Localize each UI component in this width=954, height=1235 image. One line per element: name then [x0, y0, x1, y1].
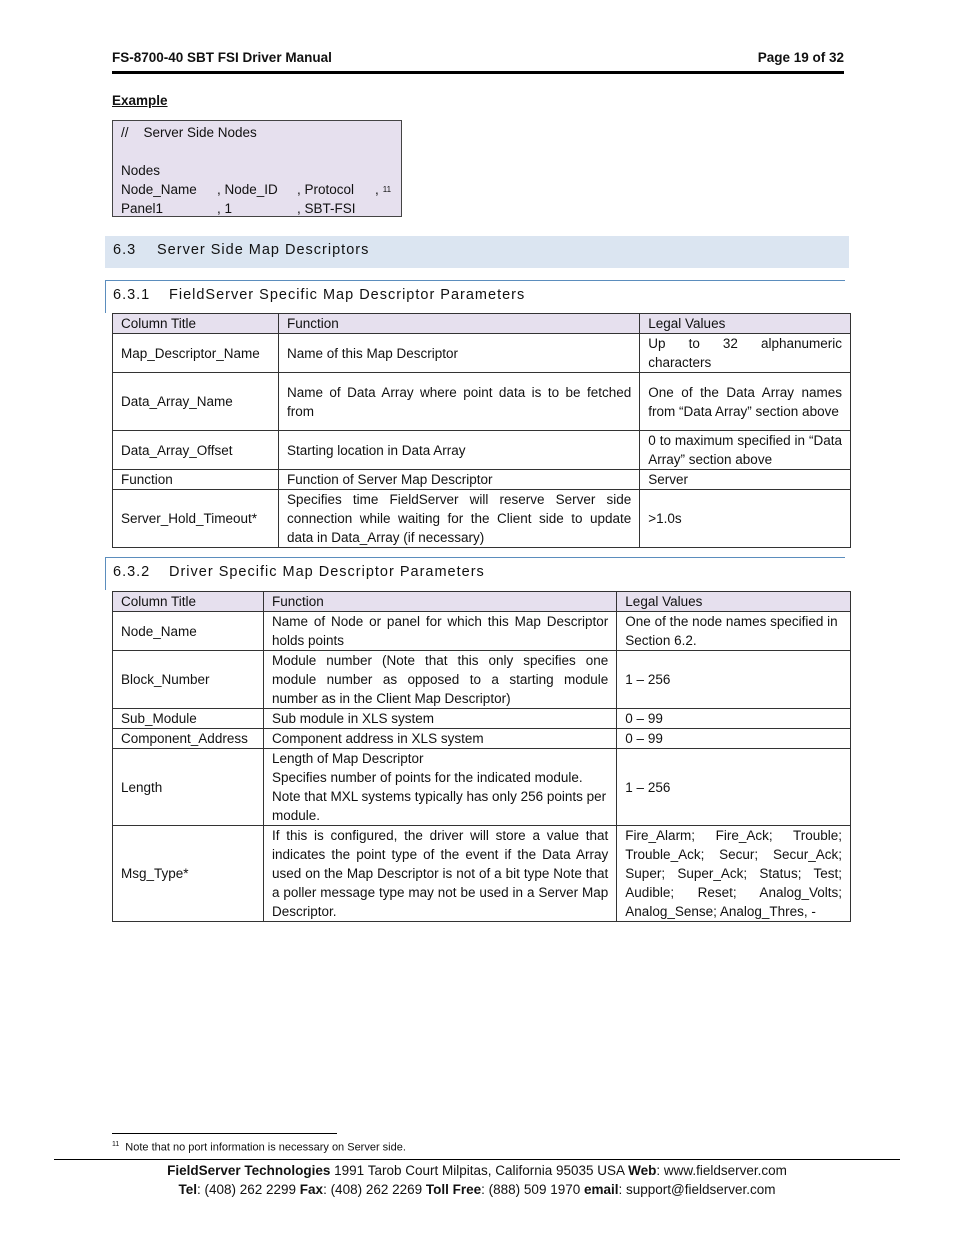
page-header: [112, 50, 844, 65]
table-cell: Component_Address: [113, 729, 264, 749]
table-cell: Name of Node or panel for which this Map Descriptor holds points: [263, 612, 616, 651]
footnote: $^{11}$ Note that no port information is necessary on Server side.: [112, 1141, 406, 1154]
document-title: FS-8700-40 SBT FSI Driver Manual: [112, 50, 332, 65]
example-label: Example: [112, 93, 168, 108]
page-number: Page 19 of 32: [757, 50, 844, 65]
footnote-ref: 11: [382, 185, 392, 194]
email-link[interactable]: : support@fieldserver.com: [618, 1182, 776, 1197]
table-cell: Fire_Alarm; Fire_Ack; Trouble; Trouble_Ack; Secur; Secur_Ack; Super; Super_Ack; Status; Test; Audible; Reset; Analog_Volts; Analog_Sense; Analog_Thres, -: [617, 826, 851, 922]
column-header: Column Title: [113, 314, 279, 334]
table-row: [113, 729, 851, 749]
table-cell: Name of Data Array where point data is to be fetched from: [278, 373, 639, 431]
table-row: [113, 334, 851, 373]
table-cell: Component address in XLS system: [263, 729, 616, 749]
table-cell: Sub_Module: [113, 709, 264, 729]
table-cell: One of the node names specified in Section 6.2.: [617, 612, 851, 651]
table-cell: Map_Descriptor_Name: [113, 334, 279, 373]
column-header: Legal Values: [617, 592, 851, 612]
table-cell: Data_Array_Name: [113, 373, 279, 431]
table-header-row: [113, 592, 851, 612]
table-cell: Length: [113, 749, 264, 826]
code-line: Panel1 , 1 , SBT-FSI: [121, 201, 356, 216]
code-line: // Server Side Nodes: [121, 125, 257, 140]
table-cell: Starting location in Data Array: [278, 431, 639, 470]
table-row: [113, 431, 851, 470]
table-row: [113, 490, 851, 548]
column-header: Function: [278, 314, 639, 334]
table-header-row: [113, 314, 851, 334]
section-heading-6-3-1: 6.3.1 FieldServer Specific Map Descriptor Parameters: [105, 280, 845, 313]
table-cell: Sub module in XLS system: [263, 709, 616, 729]
section-heading-6-3-2: 6.3.2 Driver Specific Map Descriptor Parameters: [105, 557, 845, 590]
table-cell: 1 – 256: [617, 651, 851, 709]
header-rule: [112, 71, 844, 74]
table-cell: One of the Data Array names from “Data Array” section above: [640, 373, 851, 431]
table-row: [113, 612, 851, 651]
table-cell: Name of this Map Descriptor: [278, 334, 639, 373]
footer-line-1: FieldServer Technologies 1991 Tarob Court Milpitas, California 95035 USA Web: www.fieldserver.com: [167, 1163, 787, 1178]
footnote-rule: [112, 1133, 337, 1134]
table-cell: Specifies time FieldServer will reserve Server side connection while waiting for the Client side to update data in Data_Array (if necessary): [278, 490, 639, 548]
table-row: [113, 709, 851, 729]
table-row: [113, 826, 851, 922]
section-heading-6-3: 6.3 Server Side Map Descriptors: [105, 236, 849, 268]
table-cell: 0 – 99: [617, 729, 851, 749]
table-cell: Length of Map Descriptor Specifies number of points for the indicated module. Note that MXL systems typically has only 256 points per module.: [263, 749, 616, 826]
example-code-box: [112, 120, 402, 217]
table-cell: 1 – 256: [617, 749, 851, 826]
driver-parameters-table: [112, 591, 851, 922]
table-cell: >1.0s: [640, 490, 851, 548]
table-cell: Msg_Type*: [113, 826, 264, 922]
column-header: Legal Values: [640, 314, 851, 334]
code-line: Node_Name , Node_ID , Protocol , 11: [121, 182, 392, 197]
column-header: Column Title: [113, 592, 264, 612]
table-cell: Function: [113, 470, 279, 490]
table-cell: Server: [640, 470, 851, 490]
footer-rule: [54, 1159, 900, 1160]
table-cell: Server_Hold_Timeout*: [113, 490, 279, 548]
table-cell: Module number (Note that this only specifies one module number as opposed to a starting module number as in the Client Map Descriptor): [263, 651, 616, 709]
table-cell: Node_Name: [113, 612, 264, 651]
code-line: Nodes: [121, 163, 161, 178]
table-cell: Up to 32 alphanumeric characters: [640, 334, 851, 373]
website-link[interactable]: : www.fieldserver.com: [656, 1163, 787, 1178]
table-cell: 0 to maximum specified in “Data Array” section above: [640, 431, 851, 470]
fieldserver-parameters-table: [112, 313, 851, 548]
table-cell: Function of Server Map Descriptor: [278, 470, 639, 490]
table-row: [113, 749, 851, 826]
table-cell: Data_Array_Offset: [113, 431, 279, 470]
table-row: [113, 373, 851, 431]
column-header: Function: [263, 592, 616, 612]
table-cell: Block_Number: [113, 651, 264, 709]
table-cell: 0 – 99: [617, 709, 851, 729]
code-line: [121, 142, 393, 161]
table-row: [113, 651, 851, 709]
table-cell: If this is configured, the driver will store a value that indicates the point type of the event if the Data Array used on the Map Descriptor is not of a bit type Note that a poller message type may not be used in a Server Map Descriptor.: [263, 826, 616, 922]
footer-line-2: Tel: (408) 262 2299 Fax: (408) 262 2269 Toll Free: (888) 509 1970 email: support@fieldserver.com: [178, 1182, 776, 1197]
table-row: [113, 470, 851, 490]
